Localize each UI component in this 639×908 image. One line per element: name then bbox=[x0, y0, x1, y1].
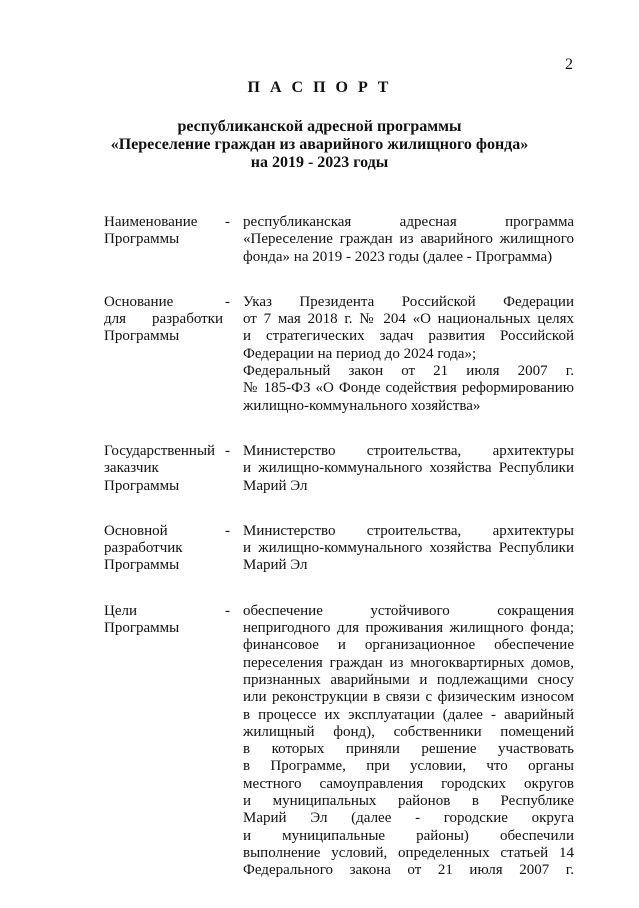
row-value-line: «Переселение граждан из аварийного жилищного bbox=[243, 231, 574, 248]
row-value-line: обеспечение устойчивого сокращения bbox=[243, 602, 574, 619]
row-label-line: Программы bbox=[104, 231, 180, 248]
document-title: П А С П О Р Т bbox=[247, 79, 392, 96]
row-value-line: финансовое и организационное обеспечение bbox=[243, 637, 574, 654]
row-label-line: Цели bbox=[104, 602, 138, 619]
row-label-line: Программы bbox=[104, 620, 180, 637]
row-value-line: непригодного для проживания жилищного фонда; bbox=[243, 620, 574, 637]
subtitle-line: на 2019 - 2023 годы bbox=[250, 154, 389, 171]
row-value-line: республиканская адресная программа bbox=[243, 214, 574, 230]
row-value-line: Федерального закона от 21 июля 2007 г. bbox=[243, 862, 574, 879]
row-value bbox=[243, 603, 574, 880]
row-value-line: и муниципальных районов в Республике bbox=[243, 793, 574, 810]
row-value-line: Федеральный закон от 21 июля 2007 г. bbox=[243, 363, 574, 380]
row-value-line: и стратегических задач развития Российской bbox=[243, 328, 574, 345]
passport-table bbox=[104, 214, 574, 908]
subtitle-line: «Переселение граждан из аварийного жилищного фонда» bbox=[110, 136, 529, 153]
row-value bbox=[243, 443, 574, 495]
document-subtitle bbox=[0, 118, 639, 172]
passport-row-state-customer bbox=[104, 443, 574, 495]
passport-row-basis bbox=[104, 294, 574, 415]
row-value-line: от 7 мая 2018 г. № 204 «О национальных целях bbox=[243, 311, 574, 328]
row-value-line: в которых приняли решение участвовать bbox=[243, 741, 574, 758]
row-dash: - bbox=[225, 602, 230, 619]
row-label bbox=[104, 523, 223, 575]
row-value-line: жилищно-коммунального хозяйства» bbox=[243, 397, 481, 414]
row-value-line: Марий Эл bbox=[243, 557, 308, 574]
row-dash: - bbox=[225, 293, 230, 310]
row-label-line: для разработки bbox=[104, 311, 223, 328]
row-value-line: Указ Президента Российской Федерации bbox=[243, 293, 574, 310]
row-value bbox=[243, 523, 574, 575]
row-label-line: Государственный bbox=[104, 442, 216, 459]
row-value-line: в процессе их эксплуатации (далее - аварийный bbox=[243, 706, 574, 723]
row-value-line: местного самоуправления городских округов bbox=[243, 775, 574, 792]
row-value-line: Марий Эл bbox=[243, 477, 308, 494]
row-label-line: Основание bbox=[104, 293, 174, 310]
row-value-line: жилищный фонд), собственники помещений bbox=[243, 723, 574, 740]
row-value-line: Министерство строительства, архитектуры bbox=[243, 522, 574, 539]
row-label-line: Программы bbox=[104, 557, 180, 574]
row-value-line: и муниципальные районы) обеспечили bbox=[243, 827, 574, 844]
row-value-line: в Программе, при условии, что органы bbox=[243, 758, 574, 775]
row-label bbox=[104, 603, 223, 638]
row-label bbox=[104, 294, 223, 346]
row-label bbox=[104, 214, 223, 249]
subtitle-line: республиканской адресной программы bbox=[177, 118, 462, 135]
title-block bbox=[0, 78, 639, 172]
row-value-line: или реконструкции в связи с физическим износом bbox=[243, 689, 574, 706]
row-label bbox=[104, 443, 223, 495]
row-value bbox=[243, 214, 574, 266]
row-value bbox=[243, 294, 574, 415]
row-value-line: фонда» на 2019 - 2023 годы (далее - Программа) bbox=[243, 248, 553, 265]
row-label-line: Программы bbox=[104, 477, 180, 494]
row-value-line: и жилищно-коммунального хозяйства Республики bbox=[243, 460, 574, 477]
row-label-line: Программы bbox=[104, 328, 180, 345]
row-label-line: Наименование bbox=[104, 214, 198, 230]
row-value-line: выполнение условий, определенных статьей 14 bbox=[243, 844, 574, 861]
page-number: 2 bbox=[565, 56, 573, 73]
row-value-line: признанных аварийными и подлежащими сносу bbox=[243, 671, 574, 688]
row-dash: - bbox=[225, 214, 230, 230]
row-label-line: Основной bbox=[104, 522, 168, 539]
row-value-line: переселения граждан из многоквартирных домов, bbox=[243, 654, 574, 671]
row-value-line: № 185-ФЗ «О Фонде содействия реформированию bbox=[243, 380, 574, 397]
row-label-line: заказчик bbox=[104, 460, 159, 477]
passport-row-main-developer bbox=[104, 523, 574, 575]
row-value-line: и жилищно-коммунального хозяйства Республики bbox=[243, 540, 574, 557]
row-value-line: Федерации на период до 2024 года»; bbox=[243, 345, 477, 362]
passport-row-name bbox=[104, 214, 574, 266]
row-label-line: разработчик bbox=[104, 540, 183, 557]
passport-row-goals bbox=[104, 603, 574, 880]
row-dash: - bbox=[225, 442, 230, 459]
row-value-line: Марий Эл (далее - городские округа bbox=[243, 810, 574, 827]
row-dash: - bbox=[225, 522, 230, 539]
row-value-line: Министерство строительства, архитектуры bbox=[243, 442, 574, 459]
